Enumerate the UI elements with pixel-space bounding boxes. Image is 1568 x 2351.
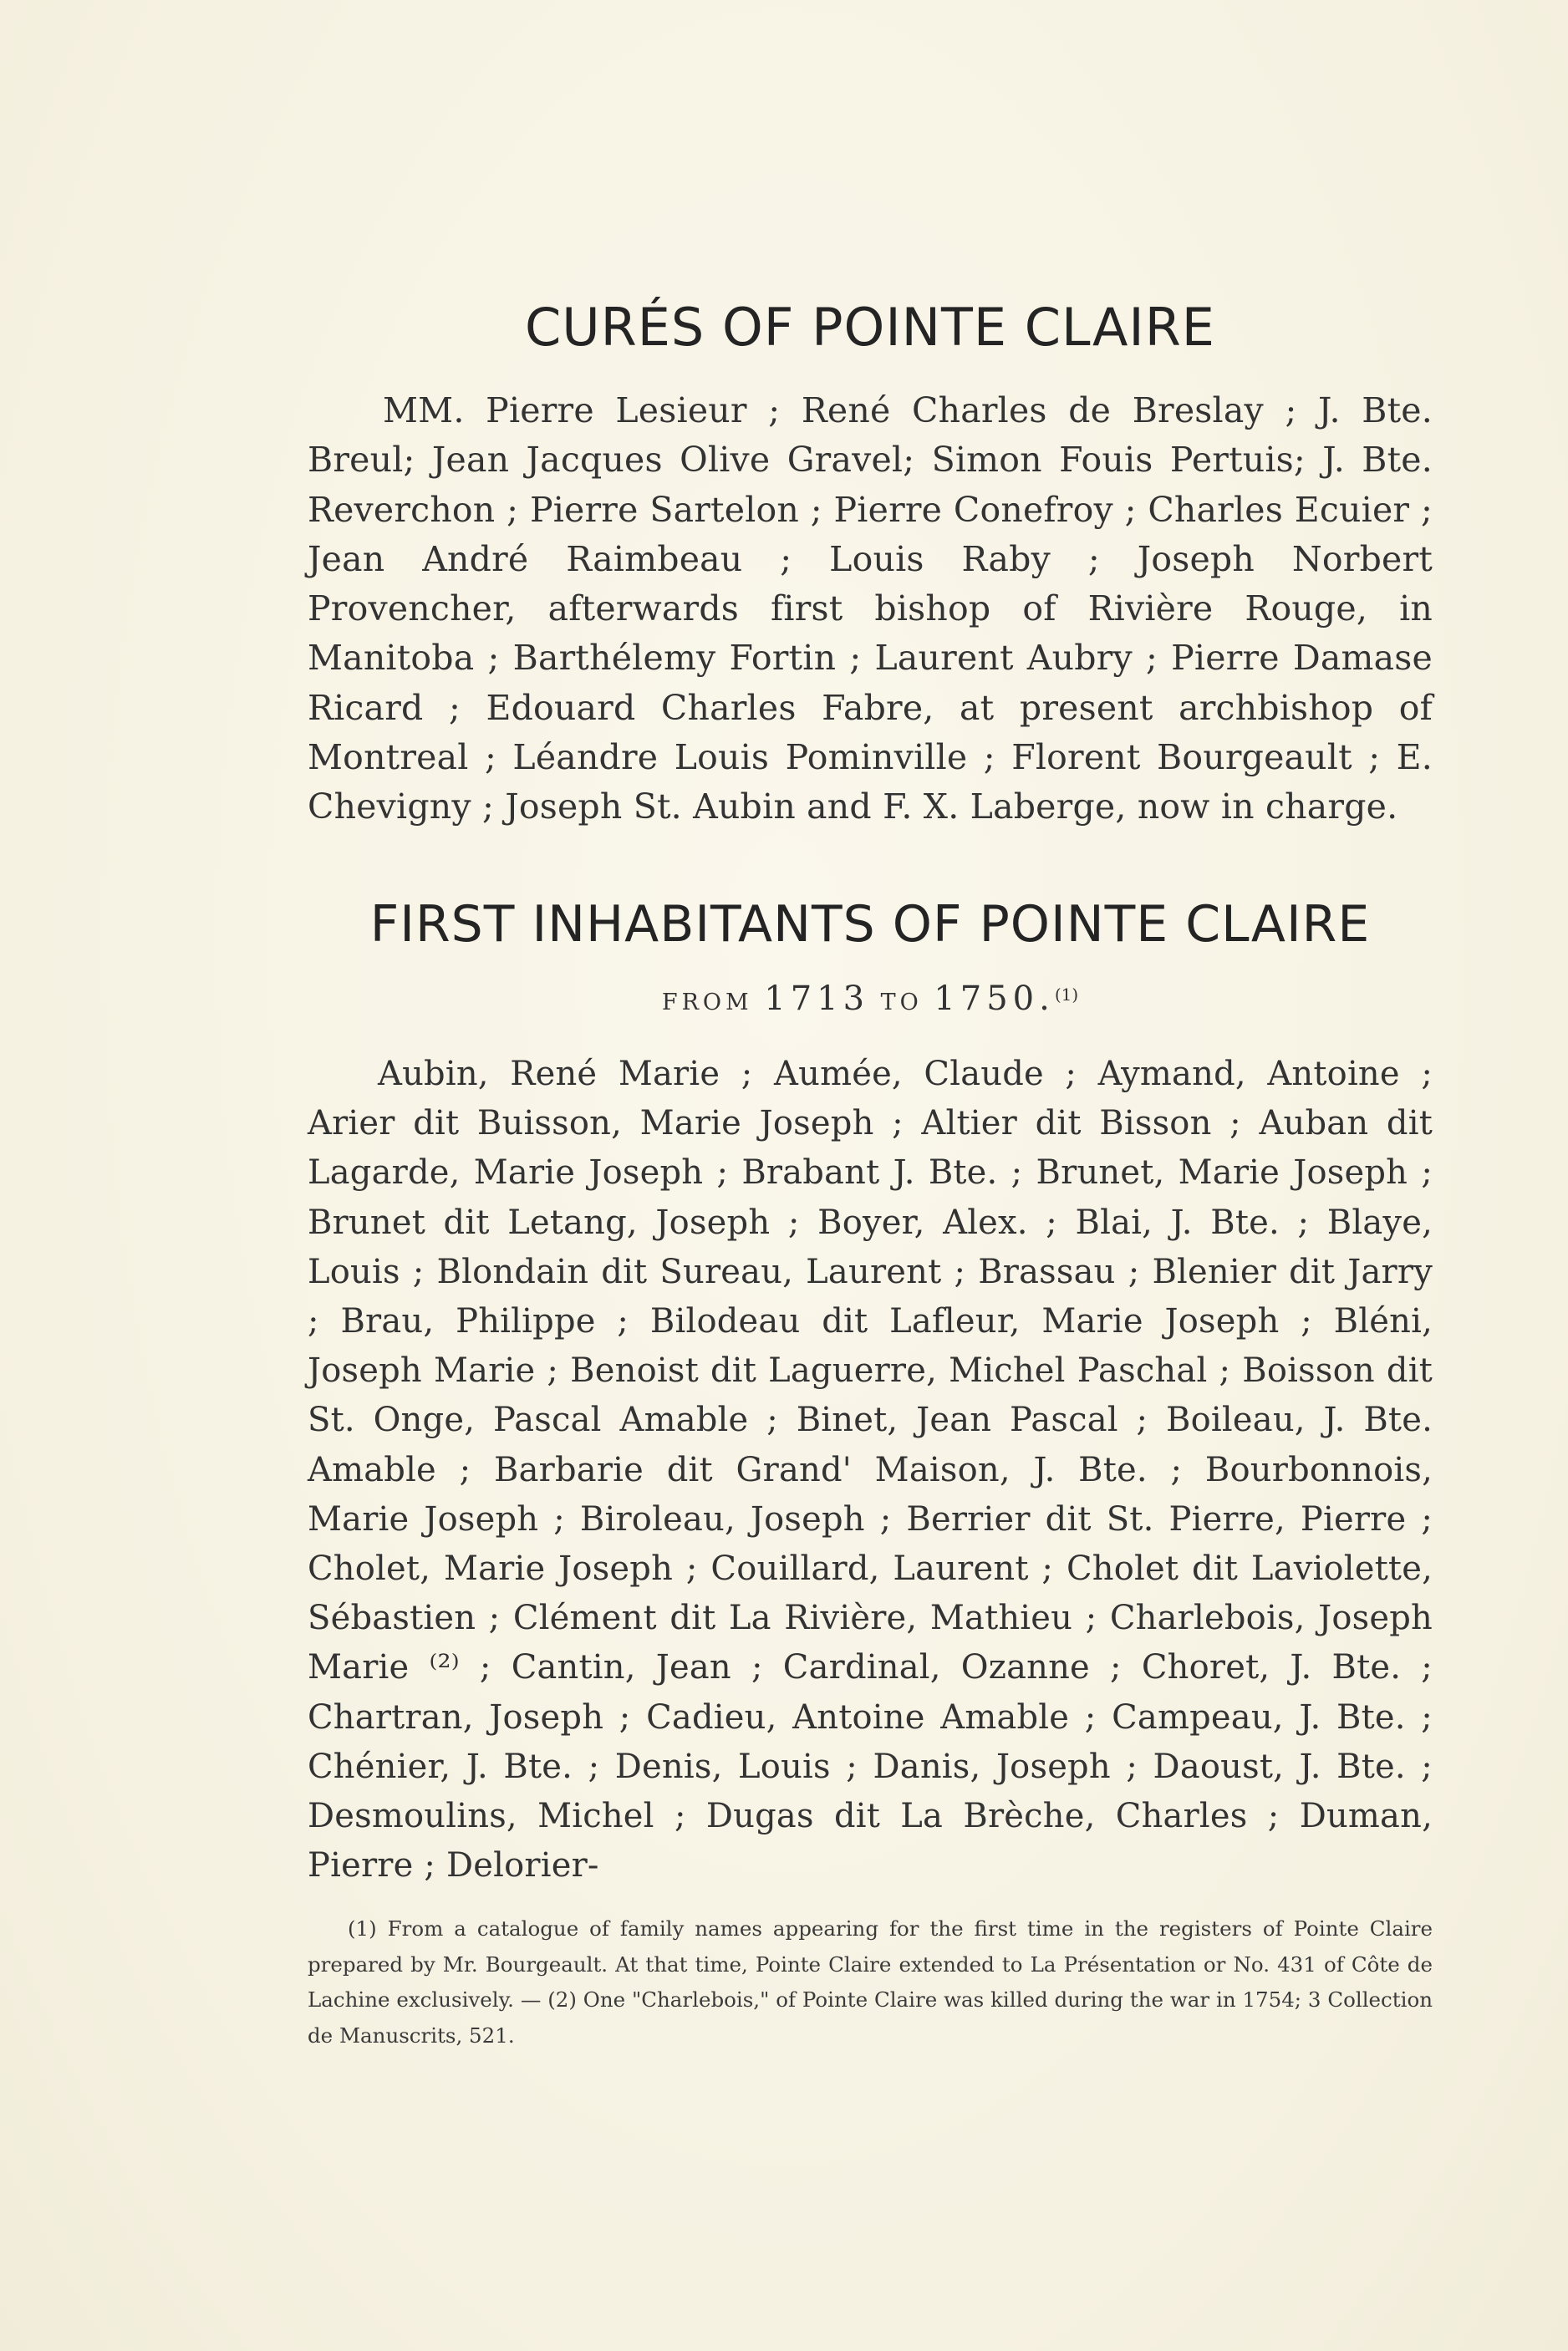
- footnote-marker: (1): [1054, 985, 1079, 1005]
- subtitle-start-year: 1713: [764, 980, 870, 1018]
- subtitle-from: FROM: [661, 990, 753, 1015]
- section-title-first-inhabitants: FIRST INHABITANTS OF POINTE CLAIRE: [369, 895, 1371, 954]
- cures-paragraph: MM. Pierre Lesieur ; René Charles de Breslay ; J. Bte. Breul; Jean Jacques Olive Gravel; Simon Fouis Pertuis; J. Bte. Reverchon ; Pierre Sartelon ; Pierre Conefroy ; Charles Ecuier ; Jean André Raimbeau ; Louis Raby ; Joseph Norbert Provencher, afterwards first bishop of Rivière Rouge, in Manitoba ; Barthélemy Fortin ; Laurent Aubry ; Pierre Damase Ricard ; Edouard Charles Fabre, at present archbishop of Montreal ; Léandre Louis Pominville ; Florent Bourgeault ; E. Chevigny ; Joseph St. Aubin and F. X. Laberge, now in charge.: [308, 390, 1433, 827]
- subtitle-to: TO: [880, 990, 923, 1015]
- inhabitants-paragraph: Aubin, René Marie ; Aumée, Claude ; Aymand, Antoine ; Arier dit Buisson, Marie Joseph ; Altier dit Bisson ; Auban dit Lagarde, Marie Joseph ; Brabant J. Bte. ; Brunet, Marie Joseph ; Brunet dit Letang, Joseph ; Boyer, Alex. ; Blai, J. Bte. ; Blaye, Louis ; Blondain dit Sureau, Laurent ; Brassau ; Blenier dit Jarry ; Brau, Philippe ; Bilodeau dit Lafleur, Marie Joseph ; Bléni, Joseph Marie ; Benoist dit Laguerre, Michel Paschal ; Boisson dit St. Onge, Pascal Amable ; Binet, Jean Pascal ; Boileau, J. Bte. Amable ; Barbarie dit Grand' Maison, J. Bte. ; Bourbonnois, Marie Joseph ; Biroleau, Joseph ; Berrier dit St. Pierre, Pierre ; Cholet, Marie Joseph ; Couillard, Laurent ; Cholet dit Laviolette, Sébastien ; Clément dit La Rivière, Mathieu ; Charlebois, Joseph Marie ⁽²⁾ ; Cantin, Jean ; Cardinal, Ozanne ; Choret, J. Bte. ; Chartran, Joseph ; Cadieu, Antoine Amable ; Campeau, J. Bte. ; Chénier, J. Bte. ; Denis, Louis ; Danis, Joseph ; Daoust, J. Bte. ; Desmoulins, Michel ; Dugas dit La Brèche, Charles ; Duman, Pierre ; Delorier-: [308, 1055, 1433, 1885]
- date-range-subtitle: [308, 980, 1433, 1018]
- subtitle-end-year: 1750.: [934, 980, 1055, 1018]
- footnote: (1) From a catalogue of family names appearing for the first time in the registers of Pointe Claire prepared by Mr. Bourgeault. At that time, Pointe Claire extended to La Présentation or No. 431 of Côte de Lachine exclusively. — (2) One "Charlebois," of Pointe Claire was killed during the war in 1754; 3 Collection de Manuscrits, 521.: [308, 1916, 1433, 2048]
- section-title-cures: CURÉS OF POINTE CLAIRE: [525, 297, 1215, 358]
